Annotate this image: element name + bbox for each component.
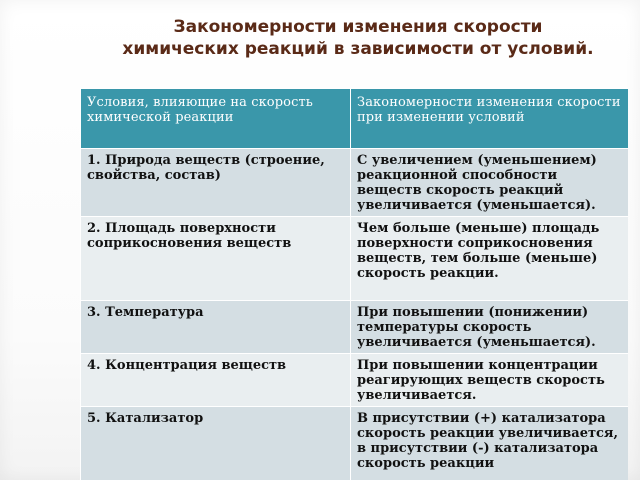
table-row (81, 407, 629, 480)
condition-cell: 2. Площадь поверхности соприкосновения веществ (81, 217, 351, 301)
conditions-table (80, 88, 628, 480)
table-row (81, 217, 629, 301)
table-row (81, 301, 629, 354)
pattern-cell: При повышении (понижении) температуры скорость увеличивается (уменьшается). (351, 301, 629, 354)
condition-cell: 3. Температура (81, 301, 351, 354)
table-row (81, 354, 629, 407)
table-row (81, 149, 629, 217)
pattern-cell: С увеличением (уменьшением) реакционной способности веществ скорость реакций увеличивается (уменьшается). (351, 149, 629, 217)
condition-cell: 4. Концентрация веществ (81, 354, 351, 407)
table-header-row (81, 89, 629, 149)
header-conditions: Условия, влияющие на скорость химической реакции (81, 89, 351, 149)
pattern-cell: Чем больше (меньше) площадь поверхности соприкосновения веществ, тем больше (меньше) скорость реакции. (351, 217, 629, 301)
slide-title: Закономерности изменения скорости химических реакций в зависимости от условий. (122, 17, 594, 59)
condition-cell: 5. Катализатор (81, 407, 351, 480)
pattern-cell: В присутствии (+) катализатора скорость реакции увеличивается, в присутствии (-) катализатора скорость реакции (351, 407, 629, 480)
header-patterns: Закономерности изменения скорости при изменении условий (351, 89, 629, 149)
table-container (80, 88, 628, 480)
pattern-cell: При повышении концентрации реагирующих веществ скорость увеличивается. (351, 354, 629, 407)
condition-cell: 1. Природа веществ (строение, свойства, состав) (81, 149, 351, 217)
